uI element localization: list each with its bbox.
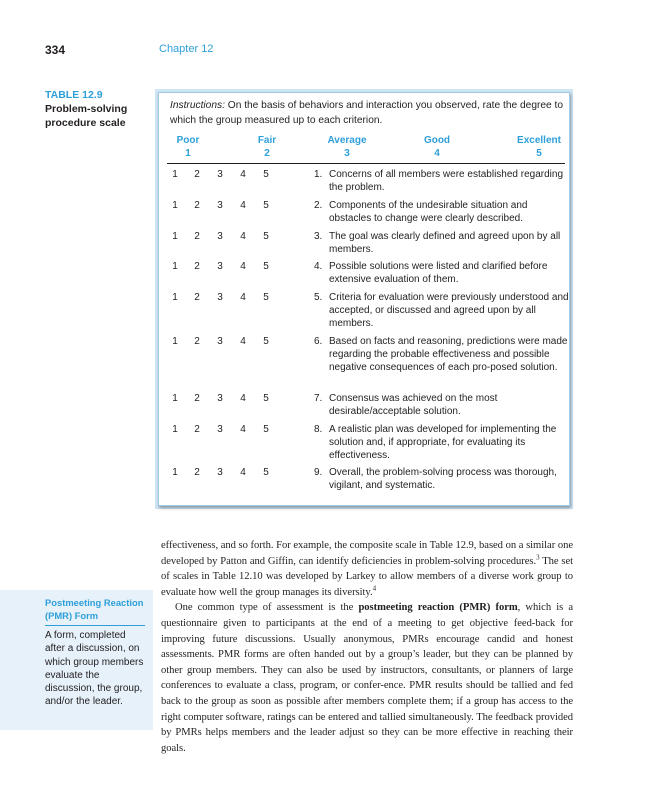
rating-option[interactable]: 1 (172, 336, 178, 347)
rating-option[interactable]: 5 (263, 292, 269, 303)
paragraph (161, 538, 573, 600)
rating-option[interactable]: 5 (263, 261, 269, 272)
margin-glossary-note (0, 590, 153, 730)
table-caption (45, 89, 155, 130)
criterion-number: 1. (314, 169, 323, 180)
rating-option[interactable]: 3 (217, 292, 223, 303)
criterion-text: Concerns of all members were established regarding the problem. (329, 169, 564, 193)
scale-value: 4 (434, 148, 440, 159)
criterion-text: Components of the undesirable situation and obstacles to change were clearly described. (329, 200, 528, 224)
rating-option[interactable]: 5 (263, 336, 269, 347)
rating-option[interactable]: 1 (172, 261, 178, 272)
scale-value: 5 (536, 148, 542, 159)
criterion-number: 7. (314, 393, 323, 404)
criterion-number: 6. (314, 336, 323, 347)
table-frame (155, 89, 573, 509)
rating-option[interactable]: 4 (240, 424, 246, 435)
paragraph-text: One common type of assessment is the (175, 602, 359, 614)
footnote-ref[interactable]: 3 (536, 553, 540, 562)
rating-option[interactable]: 5 (263, 393, 269, 404)
rating-option[interactable]: 5 (263, 231, 269, 242)
scale-label: Poor (176, 135, 200, 146)
rating-option[interactable]: 4 (240, 336, 246, 347)
criterion-text: Consensus was achieved on the most desirable/acceptable solution. (329, 393, 498, 417)
rating-option[interactable]: 5 (263, 169, 269, 180)
scale-label: Excellent (517, 135, 561, 146)
rating-option[interactable]: 2 (194, 261, 200, 272)
rating-option[interactable]: 2 (194, 393, 200, 404)
rating-option[interactable]: 1 (172, 169, 178, 180)
rating-option[interactable]: 1 (172, 292, 178, 303)
criterion-number: 5. (314, 292, 323, 303)
rating-option[interactable]: 2 (194, 424, 200, 435)
rating-option[interactable]: 1 (172, 200, 178, 211)
rating-option[interactable]: 3 (217, 336, 223, 347)
scale-value: 2 (264, 148, 270, 159)
glossary-definition: A form, completed after a discussion, on which group members evaluate the discussion, the group, and/or the leader. (45, 630, 144, 708)
criterion-text: Criteria for evaluation were previously understood and accepted, or discussed and agreed upon by all members. (329, 292, 569, 329)
rating-option[interactable]: 1 (172, 393, 178, 404)
table-number: TABLE 12.9 (45, 89, 103, 101)
rating-option[interactable]: 3 (217, 393, 223, 404)
criterion-number: 4. (314, 261, 323, 272)
paragraph (161, 600, 573, 756)
rating-option[interactable]: 4 (240, 231, 246, 242)
criterion-number: 8. (314, 424, 323, 435)
chapter-label: Chapter 12 (159, 43, 214, 55)
rating-option[interactable]: 4 (240, 393, 246, 404)
criterion-number: 2. (314, 200, 323, 211)
paragraph-text: , which is a questionnaire given to participants at the end of a meeting to get objective feed-back for improving future discussions. Usually anonymous, PMRs encourage candid and honest assessments. PMR forms are often handed out by a group’s leader, but they can be planned by other group members. They can also be used by instructors, consultants, or planners of large conferences to evaluate a class, program, or confer-ence. PMR results should be tallied and fed back to the group as soon as possible after members complete them; if a group has access to the right computer software, ratings can be entered and tallied simultaneously. The feedback provided by PMRs helps members and the leader adjust so they can be more effective in reaching their goals. (161, 602, 573, 754)
rating-option[interactable]: 3 (217, 169, 223, 180)
rating-option[interactable]: 4 (240, 169, 246, 180)
scale-label: Fair (257, 135, 277, 146)
rating-option[interactable]: 3 (217, 424, 223, 435)
criterion-text: Overall, the problem-solving process was thorough, vigilant, and systematic. (329, 467, 557, 491)
key-term: postmeeting reaction (PMR) form (358, 602, 518, 614)
rating-option[interactable]: 4 (240, 261, 246, 272)
rating-option[interactable]: 1 (172, 467, 178, 478)
rating-option[interactable]: 4 (240, 467, 246, 478)
criterion-text: Possible solutions were listed and clarified before extensive evaluation of them. (329, 261, 548, 285)
table-instructions (170, 98, 565, 128)
scale-label: Average (327, 135, 367, 146)
rating-option[interactable]: 1 (172, 231, 178, 242)
rating-option[interactable]: 2 (194, 200, 200, 211)
rating-option[interactable]: 2 (194, 336, 200, 347)
scale-label: Good (423, 135, 451, 146)
criterion-text: The goal was clearly defined and agreed upon by all members. (329, 231, 561, 255)
scale-value: 3 (344, 148, 350, 159)
rating-option[interactable]: 2 (194, 231, 200, 242)
scale-header (159, 134, 569, 164)
paragraph-text: effectiveness, and so forth. For example, the composite scale in Table 12.9, based on a similar one developed by Patton and Giffin, can identify deficiencies in problem-solving procedures. (161, 540, 573, 567)
rating-option[interactable]: 4 (240, 292, 246, 303)
criterion-text: A realistic plan was developed for implementing the solution and, if appropriate, for evaluating its effectiveness. (329, 424, 557, 461)
rating-option[interactable]: 3 (217, 200, 223, 211)
paragraph-text: The set of scales in Table 12.10 was developed by Larkey to allow members of a diverse work group to evaluate how well the group manages its diversity. (161, 555, 573, 598)
scale-fair (252, 134, 282, 160)
instructions-text: On the basis of behaviors and interaction you observed, rate the degree to which the group measured up to each criterion. (170, 100, 564, 126)
scale-value: 1 (185, 148, 191, 159)
rating-option[interactable]: 5 (263, 467, 269, 478)
scale-good (420, 134, 454, 160)
header-divider (167, 163, 565, 164)
footnote-ref[interactable]: 4 (372, 584, 377, 593)
rating-table (158, 92, 570, 506)
criterion-number: 3. (314, 231, 323, 242)
rating-option[interactable]: 2 (194, 292, 200, 303)
instructions-lead: Instructions: (170, 100, 225, 111)
page-number: 334 (45, 43, 66, 57)
criterion-number: 9. (314, 467, 323, 478)
rating-option[interactable]: 5 (263, 424, 269, 435)
rating-option[interactable]: 3 (217, 261, 223, 272)
criterion-text: Based on facts and reasoning, predictions were made regarding the probable effectiveness and possible negative consequences of each pro-posed solution. (329, 336, 568, 373)
rating-option[interactable]: 3 (217, 231, 223, 242)
rating-option[interactable]: 4 (240, 200, 246, 211)
body-text (161, 538, 573, 756)
rating-option[interactable]: 5 (263, 200, 269, 211)
rating-option[interactable]: 2 (194, 169, 200, 180)
glossary-term: Postmeeting Reaction (PMR) Form (45, 596, 145, 626)
rating-option[interactable]: 2 (194, 467, 200, 478)
scale-average (322, 134, 372, 160)
rating-option[interactable]: 1 (172, 424, 178, 435)
rating-option[interactable]: 3 (217, 467, 223, 478)
scale-poor (173, 134, 203, 160)
scale-excellent (514, 134, 564, 160)
table-title: Problem-solving procedure scale (45, 103, 128, 129)
